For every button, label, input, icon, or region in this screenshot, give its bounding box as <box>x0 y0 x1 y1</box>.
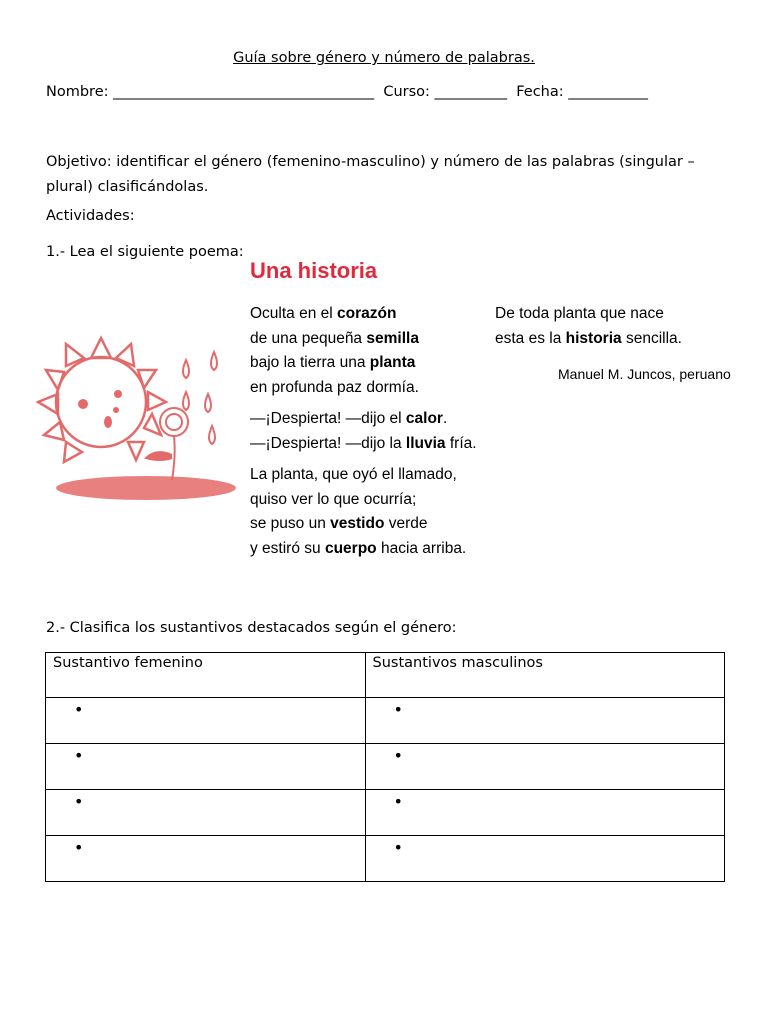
table-cell[interactable] <box>46 744 366 790</box>
poem-line: bajo la tierra una planta <box>250 354 416 371</box>
bullet: • <box>74 838 84 857</box>
poem-line: La planta, que oyó el llamado, <box>250 466 457 483</box>
table-cell[interactable] <box>365 744 724 790</box>
table-row <box>46 836 725 882</box>
sun-face <box>56 357 146 447</box>
bullet: • <box>393 700 403 719</box>
flower <box>146 408 188 480</box>
bullet: • <box>393 792 403 811</box>
activity-2-instruction: 2.- Clasifica los sustantivos destacados según el género: <box>46 620 457 636</box>
student-info-line: Nombre: ____________________________________ Curso: __________ Fecha: ___________ <box>46 84 648 100</box>
poem-stanza-3 <box>250 463 477 561</box>
poem-left-column <box>250 302 477 568</box>
table-row <box>46 698 725 744</box>
poem-line: Oculta en el corazón <box>250 305 397 322</box>
table-header-row <box>46 653 725 698</box>
bullet: • <box>393 746 403 765</box>
sun-and-flower-illustration <box>36 330 246 510</box>
page-title: Guía sobre género y número de palabras. <box>233 50 535 66</box>
table-cell[interactable] <box>46 790 366 836</box>
table-row <box>46 744 725 790</box>
header-masculine: Sustantivos masculinos <box>365 653 724 698</box>
classification-table <box>45 652 725 882</box>
raindrops <box>183 352 217 444</box>
poem-line: se puso un vestido verde <box>250 515 428 532</box>
activities-heading: Actividades: <box>46 208 135 224</box>
poem-line: quiso ver lo que ocurría; <box>250 490 417 508</box>
bullet: • <box>393 838 403 857</box>
bullet: • <box>74 792 84 811</box>
poem-line: De toda planta que nace <box>495 305 664 322</box>
table-cell[interactable] <box>365 836 724 882</box>
poem-line: —¡Despierta! —dijo el calor. <box>250 410 448 427</box>
bullet: • <box>74 746 84 765</box>
poem-line: esta es la historia sencilla. <box>495 329 682 347</box>
poem-line: en profunda paz dormía. <box>250 378 419 396</box>
table-row <box>46 790 725 836</box>
table-cell[interactable] <box>365 698 724 744</box>
poem-line: de una pequeña semilla <box>250 329 419 347</box>
poem-line: —¡Despierta! —dijo la lluvia fría. <box>250 434 477 452</box>
poem-stanza-2 <box>250 407 477 456</box>
table-cell[interactable] <box>46 698 366 744</box>
poem-line: y estiró su cuerpo hacia arriba. <box>250 539 467 557</box>
table-cell[interactable] <box>365 790 724 836</box>
bullet: • <box>74 700 84 719</box>
puddle <box>56 476 236 500</box>
poem-right-column <box>495 302 682 351</box>
objective-text: Objetivo: identificar el género (femenino-masculino) y número de las palabras (singular – plural) clasificándolas. <box>46 154 695 195</box>
poem-stanza-1 <box>250 302 477 400</box>
table-cell[interactable] <box>46 836 366 882</box>
poem-title: Una historia <box>250 258 378 283</box>
activity-1-instruction: 1.- Lea el siguiente poema: <box>46 244 244 260</box>
poem-author: Manuel M. Juncos, peruano <box>558 366 731 382</box>
header-feminine: Sustantivo femenino <box>46 653 366 698</box>
